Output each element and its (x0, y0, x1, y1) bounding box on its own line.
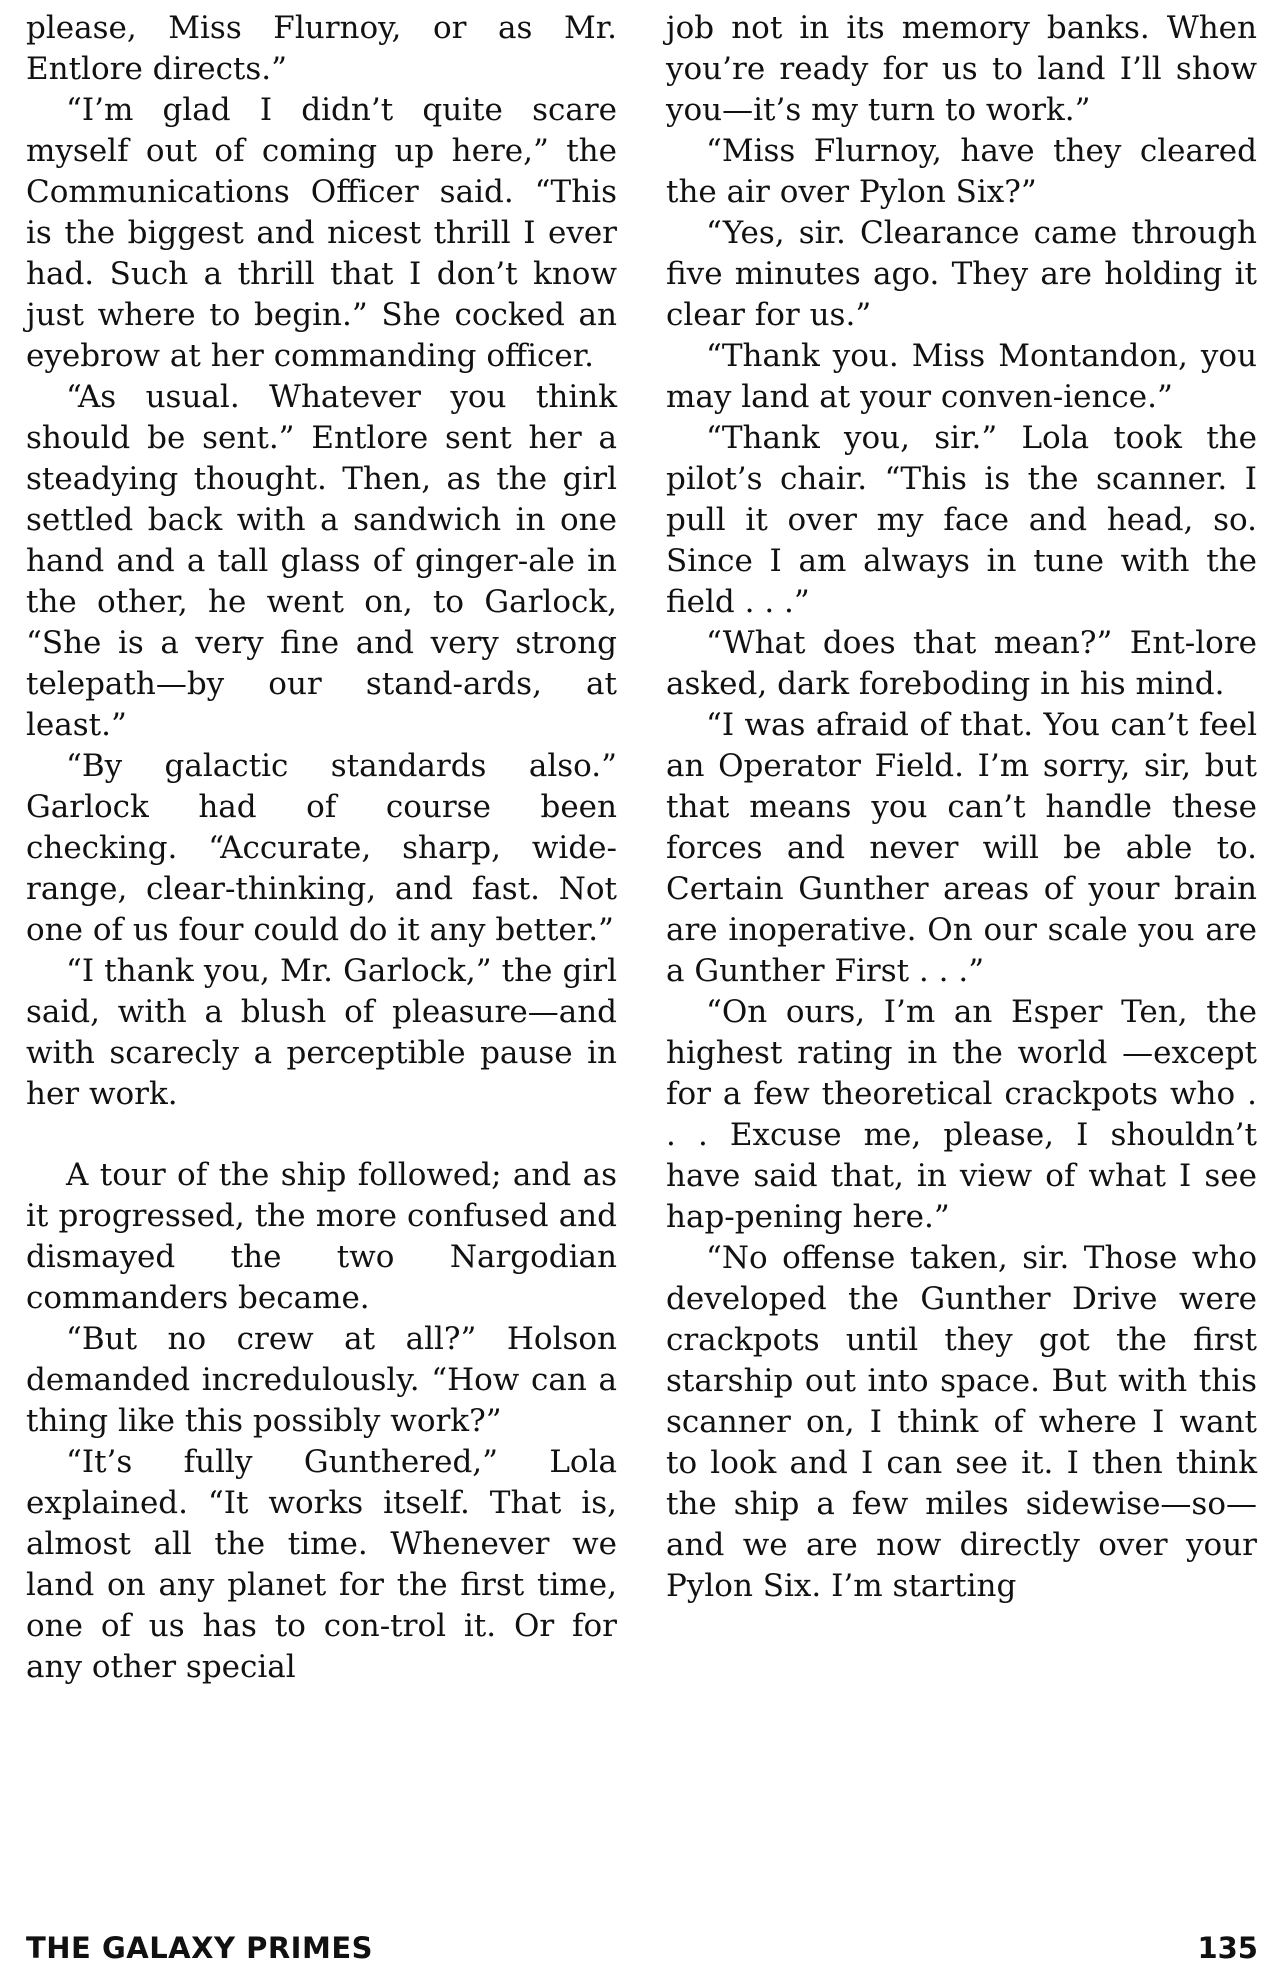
paragraph: “No offense taken, sir. Those who developed the Gunther Drive were crackpots until they got the first starship out into space. But with this scanner on, I think of where I want to look and I can see it. I then think the ship a few miles sidewise—so— and we are now directly over your Pylon Six. I’m starting (666, 1240, 1257, 1604)
paragraph: “It’s fully Gunthered,” Lola explained. “It works itself. That is, almost all the time. Whenever we land on any planet for the first time, one of us has to con-trol it. Or for any other special (26, 1444, 617, 1685)
paragraph: “Miss Flurnoy, have they cleared the air over Pylon Six?” (666, 133, 1257, 210)
page-footer (26, 1928, 1258, 1972)
paragraph: “I’m glad I didn’t quite scare myself out of coming up here,” the Communications Officer said. “This is the biggest and nicest thrill I ever had. Such a thrill that I don’t know just where to begin.” She cocked an eyebrow at her commanding officer. (26, 92, 617, 374)
right-text-column (666, 8, 1257, 1607)
paragraph: please, Miss Flurnoy, or as Mr. Entlore directs.” (26, 10, 617, 87)
paragraph: “I was afraid of that. You can’t feel an Operator Field. I’m sorry, sir, but that means you can’t handle these forces and never will be able to. Certain Gunther areas of your brain are inoperative. On our scale you are a Gunther First . . .” (666, 707, 1257, 989)
paragraph: “I thank you, Mr. Garlock,” the girl said, with a blush of pleasure—and with scarecly a perceptible pause in her work. (26, 953, 617, 1112)
paragraph: “What does that mean?” Ent-lore asked, dark foreboding in his mind. (666, 625, 1257, 702)
paragraph: “By galactic standards also.” Garlock had of course been checking. “Accurate, sharp, wide-range, clear-thinking, and fast. Not one of us four could do it any better.” (26, 748, 617, 948)
paragraph: job not in its memory banks. When you’re ready for us to land I’ll show you—it’s my turn to work.” (666, 10, 1257, 128)
page-number: 135 (1197, 1931, 1258, 1965)
paragraph: “Yes, sir. Clearance came through five minutes ago. They are holding it clear for us.” (666, 215, 1257, 333)
paragraph: “As usual. Whatever you think should be sent.” Entlore sent her a steadying thought. Then, as the girl settled back with a sandwich in one hand and a tall glass of ginger-ale in the other, he went on, to Garlock, “She is a very fine and very strong telepath—by our stand-ards, at least.” (26, 379, 617, 743)
paragraph: “Thank you. Miss Montandon, you may land at your conven-ience.” (666, 338, 1257, 415)
paragraph: “On ours, I’m an Esper Ten, the highest rating in the world —except for a few theoretical crackpots who . . . Excuse me, please, I shouldn’t have said that, in view of what I see hap-pening here.” (666, 994, 1257, 1235)
left-text-column (26, 8, 617, 1688)
paragraph: “Thank you, sir.” Lola took the pilot’s chair. “This is the scanner. I pull it over my face and head, so. Since I am always in tune with the field . . .” (666, 420, 1257, 620)
paragraph-section-start: A tour of the ship followed; and as it progressed, the more confused and dismayed the two Nargodian commanders became. (26, 1157, 617, 1316)
running-title: THE GALAXY PRIMES (26, 1931, 374, 1965)
paragraph: “But no crew at all?” Holson demanded incredulously. “How can a thing like this possibly work?” (26, 1321, 617, 1439)
